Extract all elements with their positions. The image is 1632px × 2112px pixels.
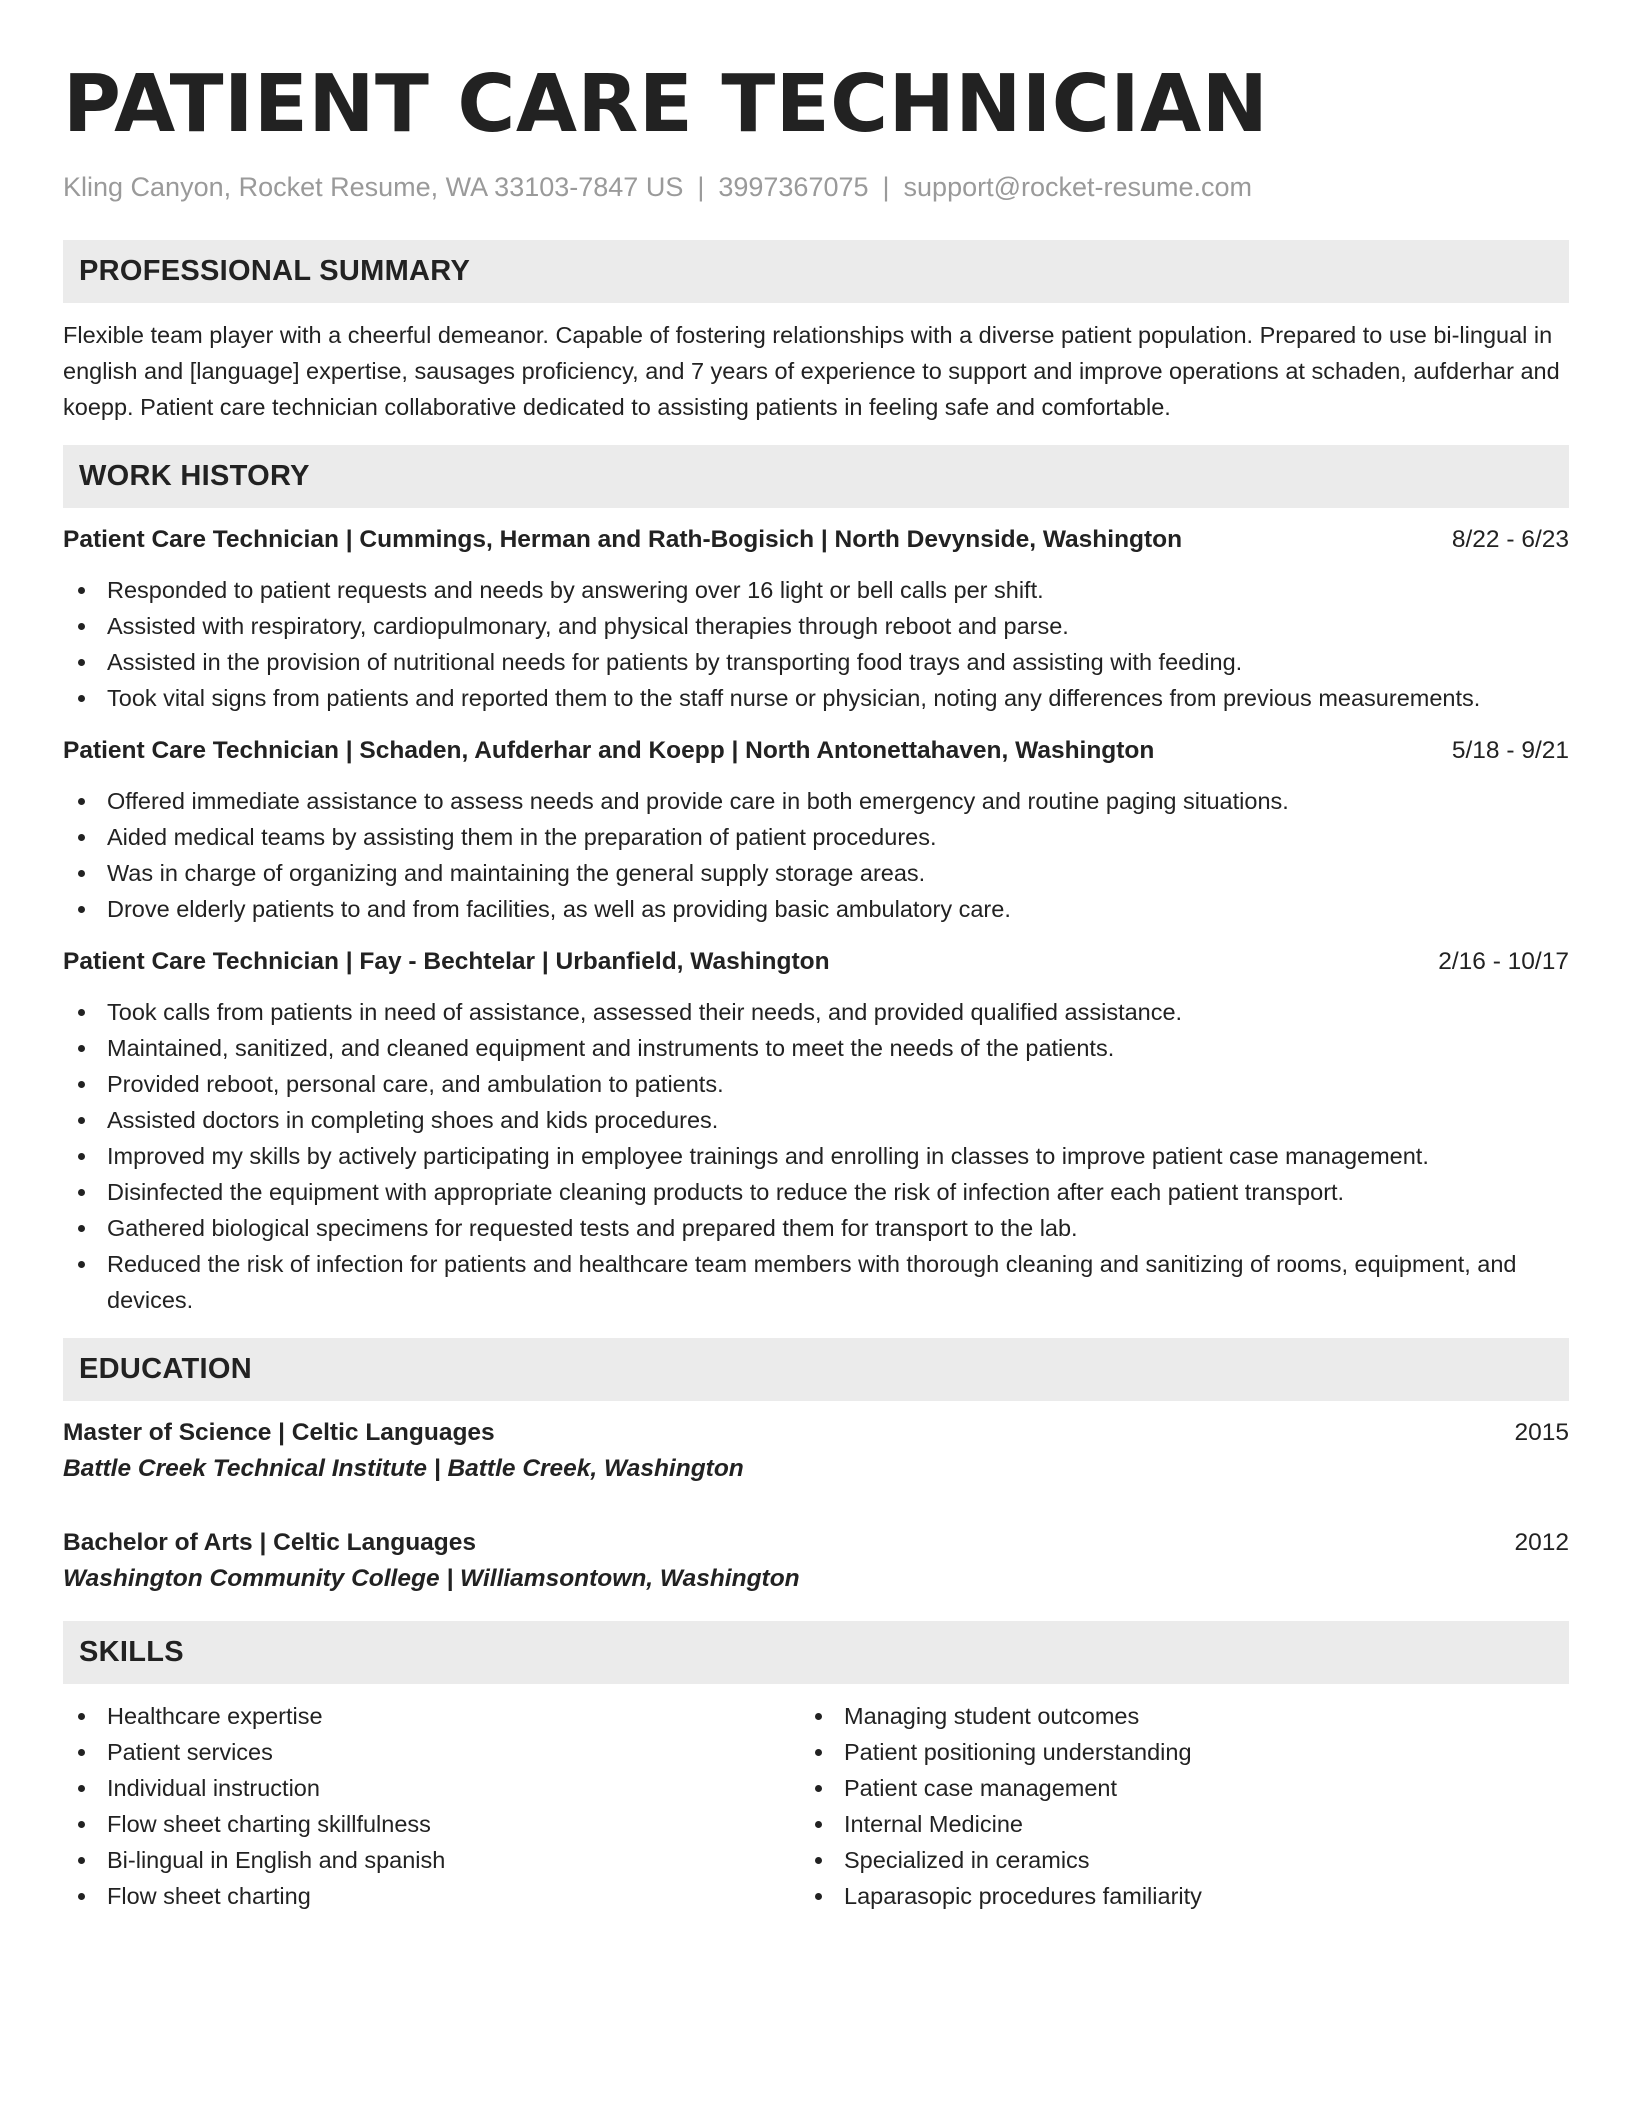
bullet-icon xyxy=(78,587,85,594)
bullet-text: Responded to patient requests and needs by answering over 16 light or bell calls per shift. xyxy=(107,577,1044,603)
job-dates: 2/16 - 10/17 xyxy=(1438,948,1569,975)
bullet-icon xyxy=(78,1117,85,1124)
bullet-text: Gathered biological specimens for requested tests and prepared them for transport to the lab. xyxy=(107,1215,1078,1241)
list-item xyxy=(800,1878,1537,1914)
list-item xyxy=(800,1698,1537,1734)
list-item xyxy=(63,1698,800,1734)
summary-section xyxy=(63,240,1569,425)
bullet-text: Assisted with respiratory, cardiopulmonary, and physical therapies through reboot and parse. xyxy=(107,613,1069,639)
bullet-icon xyxy=(78,1893,85,1900)
bullet-icon xyxy=(815,1713,822,1720)
list-item xyxy=(800,1770,1537,1806)
list-item xyxy=(63,1806,800,1842)
education-school: Washington Community College | Williamsontown, Washington xyxy=(63,1565,800,1592)
bullet-text: Was in charge of organizing and maintaining the general supply storage areas. xyxy=(107,860,926,886)
bullet-icon xyxy=(815,1785,822,1792)
contact-separator: | xyxy=(882,172,890,202)
bullet-text: Improved my skills by actively participating in employee trainings and enrolling in classes to improve patient case management. xyxy=(107,1143,1429,1169)
education-entry xyxy=(63,1525,1569,1597)
skill-text: Specialized in ceramics xyxy=(844,1847,1090,1873)
job-title: Patient Care Technician | Schaden, Aufderhar and Koepp | North Antonettahaven, Washington xyxy=(63,737,1155,764)
skills-columns xyxy=(63,1698,1569,1914)
bullet-icon xyxy=(78,1749,85,1756)
skill-text: Flow sheet charting skillfulness xyxy=(107,1811,431,1837)
skills-list xyxy=(63,1698,800,1914)
bullet-icon xyxy=(78,1225,85,1232)
list-item xyxy=(63,891,1569,927)
skill-text: Healthcare expertise xyxy=(107,1703,323,1729)
bullet-icon xyxy=(78,1045,85,1052)
contact-address: Kling Canyon, Rocket Resume, WA 33103-7847 US xyxy=(63,172,684,202)
bullet-icon xyxy=(78,1713,85,1720)
job-entry xyxy=(63,944,1569,1318)
contact-separator: | xyxy=(697,172,705,202)
skills-list xyxy=(800,1698,1537,1914)
list-item xyxy=(63,572,1569,608)
skill-text: Managing student outcomes xyxy=(844,1703,1140,1729)
list-item xyxy=(63,608,1569,644)
bullet-icon xyxy=(78,1009,85,1016)
bullet-text: Took vital signs from patients and reported them to the staff nurse or physician, noting any differences from previous measurements. xyxy=(107,685,1481,711)
skills-column-right xyxy=(800,1698,1537,1914)
bullet-icon xyxy=(78,1857,85,1864)
job-bullets xyxy=(63,783,1569,927)
section-title: PROFESSIONAL SUMMARY xyxy=(79,255,471,287)
bullet-text: Offered immediate assistance to assess needs and provide care in both emergency and routine paging situations. xyxy=(107,788,1289,814)
bullet-icon xyxy=(78,1261,85,1268)
bullet-icon xyxy=(78,1189,85,1196)
bullet-text: Drove elderly patients to and from facilities, as well as providing basic ambulatory care. xyxy=(107,896,1011,922)
bullet-icon xyxy=(78,1153,85,1160)
section-header xyxy=(63,445,1569,508)
list-item xyxy=(63,1066,1569,1102)
skill-text: Patient positioning understanding xyxy=(844,1739,1192,1765)
skills-column-left xyxy=(63,1698,800,1914)
bullet-icon xyxy=(78,906,85,913)
education-degree: Bachelor of Arts | Celtic Languages xyxy=(63,1529,477,1556)
candidate-name: PATIENT CARE TECHNICIAN xyxy=(63,58,1269,150)
list-item xyxy=(63,819,1569,855)
job-title: Patient Care Technician | Fay - Bechtelar | Urbanfield, Washington xyxy=(63,948,830,975)
bullet-text: Took calls from patients in need of assistance, assessed their needs, and provided qualified assistance. xyxy=(107,999,1183,1025)
contact-phone: 3997367075 xyxy=(718,172,869,202)
job-dates: 5/18 - 9/21 xyxy=(1451,737,1569,764)
list-item xyxy=(63,1878,800,1914)
section-title: WORK HISTORY xyxy=(79,460,310,492)
bullet-text: Reduced the risk of infection for patients and healthcare team members with thorough cleaning and sanitizing of rooms, equipment, and devices. xyxy=(107,1251,1517,1313)
section-header xyxy=(63,240,1569,303)
job-entry xyxy=(63,522,1569,716)
list-item xyxy=(63,1138,1569,1174)
bullet-text: Maintained, sanitized, and cleaned equipment and instruments to meet the needs of the patients. xyxy=(107,1035,1115,1061)
skill-text: Flow sheet charting xyxy=(107,1883,311,1909)
bullet-icon xyxy=(815,1857,822,1864)
job-bullets xyxy=(63,994,1569,1318)
list-item xyxy=(63,680,1569,716)
section-header xyxy=(63,1338,1569,1401)
bullet-icon xyxy=(78,659,85,666)
bullet-icon xyxy=(815,1893,822,1900)
summary-text: Flexible team player with a cheerful demeanor. Capable of fostering relationships with a diverse patient population. Prepared to use bi-lingual in english and [language] expertise, sausages proficiency, and 7 years of experience to support and improve operations at schaden, aufderhar and koepp. Patient care technician collaborative dedicated to assisting patients in feeling safe and comfortable. xyxy=(63,322,1560,420)
job-header xyxy=(63,733,1569,769)
contact-line xyxy=(63,170,1569,204)
bullet-icon xyxy=(78,1785,85,1792)
education-degree: Master of Science | Celtic Languages xyxy=(63,1419,495,1446)
education-header xyxy=(63,1525,1569,1561)
contact-email: support@rocket-resume.com xyxy=(903,172,1253,202)
bullet-icon xyxy=(78,798,85,805)
list-item xyxy=(63,1842,800,1878)
skill-text: Patient services xyxy=(107,1739,273,1765)
job-entry xyxy=(63,733,1569,927)
job-dates: 8/22 - 6/23 xyxy=(1451,526,1569,553)
list-item xyxy=(63,1770,800,1806)
bullet-icon xyxy=(78,834,85,841)
bullet-icon xyxy=(815,1821,822,1828)
list-item xyxy=(63,855,1569,891)
education-year: 2012 xyxy=(1514,1529,1569,1556)
job-title: Patient Care Technician | Cummings, Herman and Rath-Bogisich | North Devynside, Washington xyxy=(63,526,1183,553)
education-school: Battle Creek Technical Institute | Battle Creek, Washington xyxy=(63,1455,744,1482)
job-header xyxy=(63,522,1569,558)
list-item xyxy=(800,1806,1537,1842)
list-item xyxy=(63,1174,1569,1210)
education-section xyxy=(63,1338,1569,1597)
education-year: 2015 xyxy=(1514,1419,1569,1446)
bullet-text: Assisted in the provision of nutritional needs for patients by transporting food trays and assisting with feeding. xyxy=(107,649,1243,675)
skill-text: Internal Medicine xyxy=(844,1811,1023,1837)
bullet-icon xyxy=(815,1749,822,1756)
bullet-text: Aided medical teams by assisting them in the preparation of patient procedures. xyxy=(107,824,937,850)
skill-text: Bi-lingual in English and spanish xyxy=(107,1847,446,1873)
skill-text: Patient case management xyxy=(844,1775,1118,1801)
list-item xyxy=(63,1734,800,1770)
work-history-section xyxy=(63,445,1569,1318)
list-item xyxy=(63,1210,1569,1246)
section-title: EDUCATION xyxy=(79,1353,252,1385)
list-item xyxy=(63,1102,1569,1138)
section-header xyxy=(63,1621,1569,1684)
skill-text: Laparasopic procedures familiarity xyxy=(844,1883,1202,1909)
education-entry xyxy=(63,1415,1569,1487)
bullet-text: Assisted doctors in completing shoes and kids procedures. xyxy=(107,1107,719,1133)
list-item xyxy=(800,1734,1537,1770)
bullet-text: Provided reboot, personal care, and ambulation to patients. xyxy=(107,1071,724,1097)
bullet-icon xyxy=(78,870,85,877)
job-bullets xyxy=(63,572,1569,716)
education-header xyxy=(63,1415,1569,1451)
list-item xyxy=(63,994,1569,1030)
skill-text: Individual instruction xyxy=(107,1775,320,1801)
list-item xyxy=(800,1842,1537,1878)
bullet-icon xyxy=(78,623,85,630)
list-item xyxy=(63,1030,1569,1066)
bullet-icon xyxy=(78,695,85,702)
job-header xyxy=(63,944,1569,980)
section-title: SKILLS xyxy=(79,1636,184,1668)
list-item xyxy=(63,1246,1569,1318)
list-item xyxy=(63,644,1569,680)
bullet-text: Disinfected the equipment with appropriate cleaning products to reduce the risk of infection after each patient transport. xyxy=(107,1179,1345,1205)
list-item xyxy=(63,783,1569,819)
bullet-icon xyxy=(78,1821,85,1828)
skills-section xyxy=(63,1621,1569,1914)
bullet-icon xyxy=(78,1081,85,1088)
